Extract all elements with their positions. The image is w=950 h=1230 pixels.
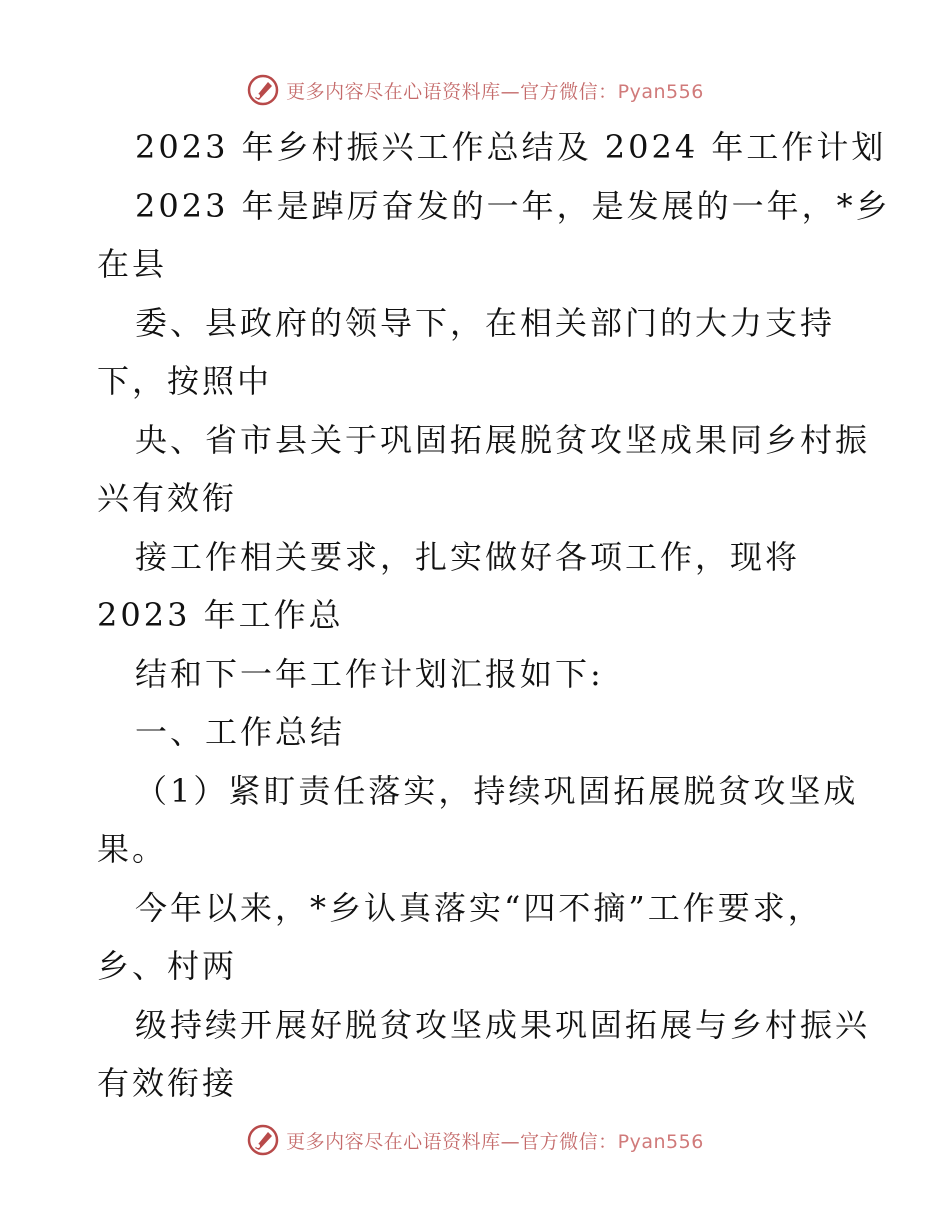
watermark-handle: Pyan556 — [617, 1130, 704, 1153]
footer-watermark — [0, 1120, 950, 1160]
text-line: 央、省市县关于巩固拓展脱贫攻坚成果同乡村振 — [135, 420, 871, 459]
text-line: 2023 年工作总 — [97, 596, 344, 634]
document-body — [97, 118, 891, 1113]
text-line: 果。 — [97, 830, 168, 868]
pen-logo-icon — [246, 1123, 280, 1157]
text-line: 委、县政府的领导下，在相关部门的大力支持 — [135, 303, 836, 342]
watermark-text: 更多内容尽在心语资料库—官方微信：Pyan556 — [286, 80, 704, 103]
text-line: 接工作相关要求，扎实做好各项工作，现将 — [135, 537, 801, 576]
text-line: 下，按照中 — [97, 362, 273, 400]
text-line: 今年以来，*乡认真落实“四不摘”工作要求， — [135, 888, 823, 927]
text-line: 在县 — [97, 245, 168, 283]
pen-logo-icon — [246, 73, 280, 107]
header-watermark — [0, 70, 950, 110]
watermark-text: 更多内容尽在心语资料库—官方微信：Pyan556 — [286, 1130, 704, 1153]
watermark-handle: Pyan556 — [617, 80, 704, 103]
text-line: 结和下一年工作计划汇报如下: — [135, 654, 604, 693]
text-line: 2023 年是踔厉奋发的一年，是发展的一年，*乡 — [135, 186, 891, 225]
text-line: （1）紧盯责任落实，持续巩固拓展脱贫攻坚成 — [135, 771, 859, 810]
text-line: 级持续开展好脱贫攻坚成果巩固拓展与乡村振兴 — [135, 1005, 871, 1044]
text-line: 一、工作总结 — [135, 713, 346, 751]
text-line: 有效衔接 — [97, 1064, 238, 1102]
text-line: 2023 年乡村振兴工作总结及 2024 年工作计划 — [135, 128, 887, 166]
text-line: 乡、村两 — [97, 947, 238, 985]
text-line: 兴有效衔 — [97, 479, 238, 517]
